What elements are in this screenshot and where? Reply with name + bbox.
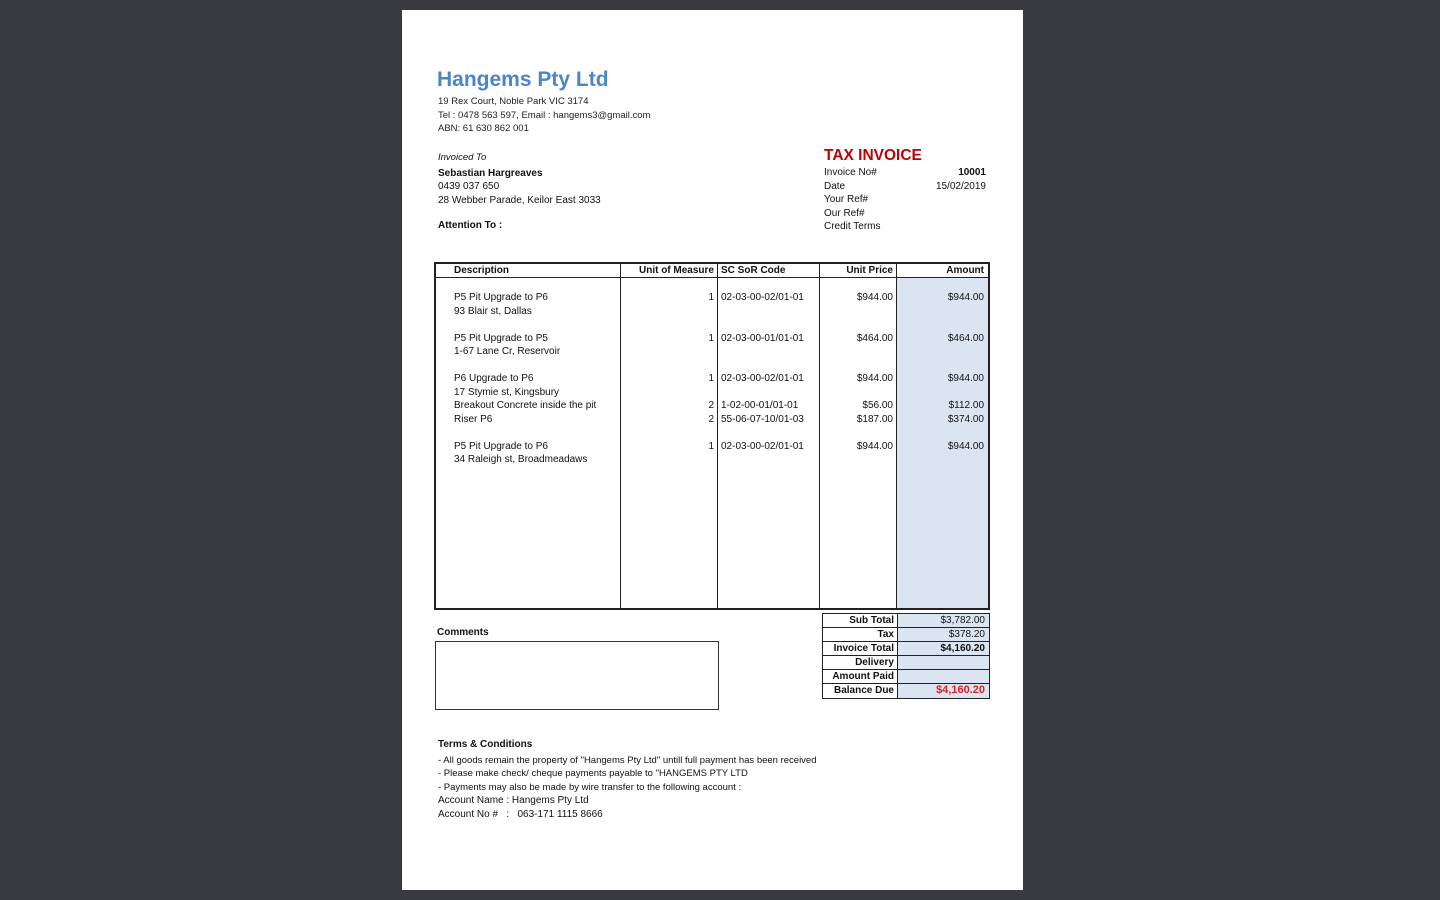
item-unit-price-cell: $56.00 (819, 399, 896, 413)
company-name: Hangems Pty Ltd (437, 68, 609, 91)
totals-value: $3,782.00 (897, 614, 989, 627)
invoice-meta-value: 15/02/2019 (935, 180, 986, 192)
invoice-page (402, 10, 1023, 890)
table-row (436, 372, 988, 399)
item-amount-cell: $464.00 (896, 332, 988, 373)
totals-value: $378.20 (897, 628, 989, 641)
invoice-meta-label: Invoice No# (824, 167, 877, 178)
invoice-meta-row (824, 193, 986, 207)
item-amount-cell: $944.00 (896, 372, 988, 399)
account-name-line: Account Name : Hangems Pty Ltd (438, 795, 589, 806)
item-unit-price-cell: $944.00 (819, 278, 896, 332)
totals-label: Tax (823, 628, 897, 641)
table-row (436, 278, 988, 332)
terms-line: - Payments may also be made by wire transfer to the following account : (438, 781, 742, 793)
totals-label: Sub Total (823, 614, 897, 627)
invoice-meta-label: Your Ref# (824, 194, 869, 205)
totals-label: Amount Paid (823, 670, 897, 683)
item-quantity-cell: 2 (620, 413, 717, 440)
attention-to-label: Attention To : (438, 220, 503, 231)
item-sor-code-cell: 55-06-07-10/01-03 (717, 413, 819, 440)
table-row (436, 399, 988, 413)
header-unit-price: Unit Price (819, 264, 896, 277)
filler-cell (620, 467, 717, 609)
header-description: Description (454, 265, 510, 276)
item-quantity-cell: 1 (620, 440, 717, 467)
item-unit-price-cell: $944.00 (819, 440, 896, 467)
totals-table (822, 613, 990, 699)
comments-box (435, 641, 719, 710)
item-description-line: P6 Upgrade to P6 (454, 373, 534, 384)
filler-cell (896, 467, 988, 609)
item-description-cell (436, 440, 620, 467)
line-items-table (434, 262, 990, 610)
filler-cell (819, 467, 896, 609)
invoiced-to-block (438, 151, 601, 207)
header-unit-of-measure: Unit of Measure (620, 264, 717, 277)
header-sc-sor-code: SC SoR Code (717, 264, 819, 277)
totals-value (897, 656, 989, 669)
item-unit-price-cell: $187.00 (819, 413, 896, 440)
item-description-line: P5 Pit Upgrade to P5 (454, 332, 548, 344)
item-quantity-cell: 1 (620, 372, 717, 399)
item-quantity-cell: 1 (620, 278, 717, 332)
company-contact: Tel : 0478 563 597, Email : hangems3@gmail.com (438, 109, 651, 121)
customer-phone: 0439 037 650 (438, 181, 500, 192)
totals-row (823, 642, 989, 656)
invoice-meta-rows (824, 166, 986, 234)
item-description-cell (436, 278, 620, 332)
item-sor-code-cell: 02-03-00-02/01-01 (717, 278, 819, 332)
invoice-meta-row (824, 166, 986, 180)
totals-label: Delivery (823, 656, 897, 669)
customer-address: 28 Webber Parade, Keilor East 3033 (438, 194, 601, 206)
account-number-line: Account No # : 063-171 1115 8666 (438, 808, 603, 820)
totals-value (897, 670, 989, 683)
invoice-meta-row (824, 207, 986, 221)
item-description-cell (436, 399, 620, 413)
item-amount-cell: $944.00 (896, 440, 988, 467)
company-abn: ABN: 61 630 862 001 (438, 123, 529, 134)
item-description-line: Riser P6 (454, 413, 493, 425)
table-row (436, 332, 988, 373)
totals-value: $4,160.20 (897, 642, 989, 655)
items-table-header (436, 264, 988, 278)
item-description-line: P5 Pit Upgrade to P6 (454, 292, 548, 303)
filler-cell (436, 467, 620, 609)
header-amount: Amount (896, 264, 988, 277)
totals-label: Balance Due (823, 684, 897, 698)
items-table-body (436, 278, 988, 608)
invoice-meta-label: Date (824, 180, 846, 192)
item-description-line: 1-67 Lane Cr, Reservoir (454, 346, 561, 357)
item-description-line: Breakout Concrete inside the pit (454, 400, 597, 411)
item-description-line: 17 Stymie st, Kingsbury (454, 386, 560, 398)
item-sor-code-cell: 02-03-00-01/01-01 (717, 332, 819, 373)
item-quantity-cell: 1 (620, 332, 717, 373)
invoice-meta-label: Credit Terms (824, 221, 881, 232)
table-row (436, 413, 988, 440)
item-amount-cell: $944.00 (896, 278, 988, 332)
item-sor-code-cell: 02-03-00-02/01-01 (717, 372, 819, 399)
terms-title: Terms & Conditions (438, 739, 533, 750)
invoice-meta-row (824, 180, 986, 194)
invoice-meta-value: 10001 (958, 167, 986, 178)
item-unit-price-cell: $944.00 (819, 372, 896, 399)
item-description-line: P5 Pit Upgrade to P6 (454, 440, 548, 452)
invoice-meta-label: Our Ref# (824, 207, 865, 219)
tax-invoice-title: TAX INVOICE (824, 147, 922, 164)
item-quantity-cell: 2 (620, 399, 717, 413)
item-unit-price-cell: $464.00 (819, 332, 896, 373)
terms-block (438, 738, 817, 821)
totals-value: $4,160.20 (897, 684, 989, 698)
item-sor-code-cell: 1-02-00-01/01-01 (717, 399, 819, 413)
totals-row (823, 628, 989, 642)
item-description-cell (436, 332, 620, 373)
table-row (436, 440, 988, 467)
company-address: 19 Rex Court, Noble Park VIC 3174 (438, 96, 589, 107)
item-description-cell (436, 413, 620, 440)
item-description-line: 93 Blair st, Dallas (454, 305, 532, 317)
customer-name: Sebastian Hargreaves (438, 167, 543, 179)
terms-line: - All goods remain the property of "Hangems Pty Ltd" untill full payment has been received (438, 754, 817, 766)
item-description-line: 34 Raleigh st, Broadmeadaws (454, 454, 588, 465)
totals-label: Invoice Total (823, 642, 897, 655)
invoice-meta-row (824, 220, 986, 234)
table-filler-row (436, 467, 988, 609)
terms-line: - Please make check/ cheque payments payable to "HANGEMS PTY LTD (438, 768, 748, 779)
totals-row (823, 656, 989, 670)
filler-cell (717, 467, 819, 609)
totals-row (823, 670, 989, 684)
totals-row (823, 614, 989, 628)
company-details (438, 95, 650, 136)
item-amount-cell: $374.00 (896, 413, 988, 440)
item-amount-cell: $112.00 (896, 399, 988, 413)
invoiced-to-heading: Invoiced To (438, 152, 487, 163)
item-sor-code-cell: 02-03-00-02/01-01 (717, 440, 819, 467)
item-description-cell (436, 372, 620, 399)
totals-row (823, 684, 989, 698)
comments-label: Comments (437, 627, 489, 638)
